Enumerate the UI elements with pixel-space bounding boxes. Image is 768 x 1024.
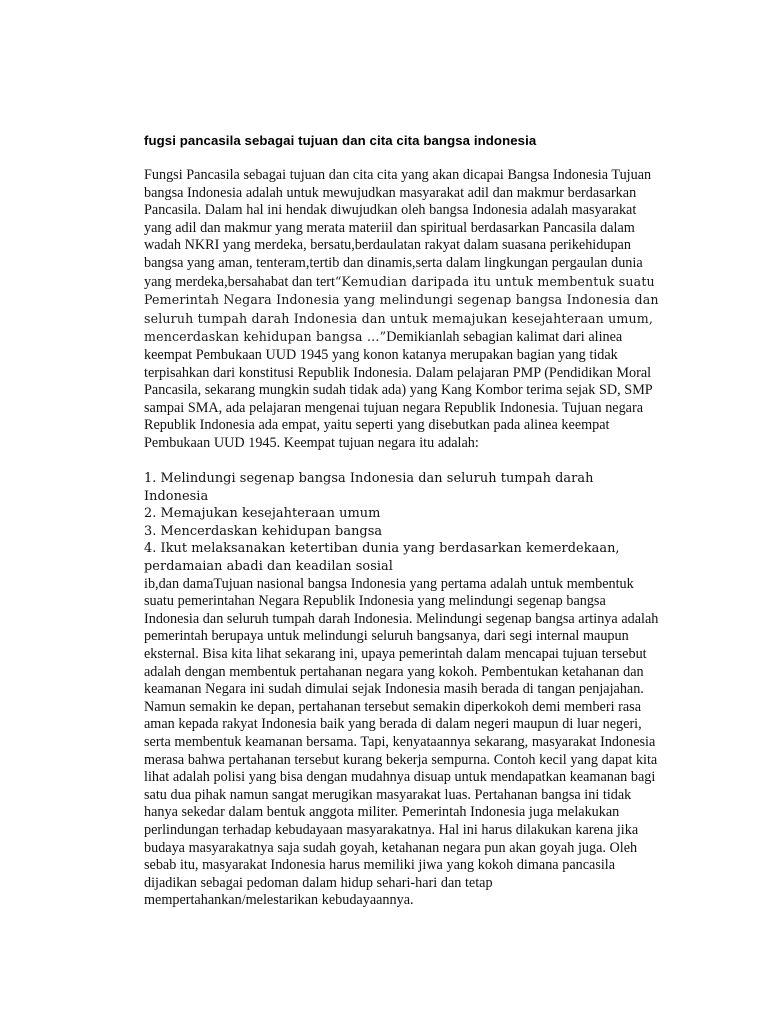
- list-item: perdamaian abadi dan keadilan sosial: [144, 559, 393, 575]
- paragraph-after-quote-text: Demikianlah sebagian kalimat dari alinea keempat Pembukaan UUD 1945 yang konon katanya merupakan bagian yang tidak terpisahkan dari konstitusi Republik Indonesia. Dalam pelajaran PMP (Pendidikan Moral Pancasila, sekarang mungkin sudah tidak ada) yang Kang Kombor terima sejak SD, SMP sampai SMA, ada pelajaran mengenai tujuan negara Republik Indonesia. Tujuan negara Republik Indonesia ada empat, yaitu seperti yang disebutkan pada alinea keempat Pembukaan UUD 1945. Keempat tujuan negara itu adalah:: [144, 329, 653, 451]
- paragraph-tujuan-nasional: ib,dan damaTujuan nasional bangsa Indonesia yang pertama adalah untuk membentuk suatu pemerintahan Negara Republik Indonesia yang melindungi segenap bangsa Indonesia dan seluruh tumpah darah Indonesia. Melindungi segenap bangsa artinya adalah pemerintah berupaya untuk melindungi seluruh bangsanya, dari segi internal maupun eksternal. Bisa kita lihat sekarang ini, upaya pemerintah dalam mencapai tujuan tersebut adalah dengan membentuk pertahanan negara yang kokoh. Pembentukan ketahanan dan keamanan Negara ini sudah dimulai sejak Indonesia masih berada di tangan penjajahan. Namun semakin ke depan, pertahanan tersebut semakin diperkokoh demi memberi rasa aman kepada rakyat Indonesia baik yang berada di dalam negeri maupun di luar negeri, serta membentuk keamanan bersama. Tapi, kenyataannya sekarang, masyarakat Indonesia merasa bahwa pertahanan tersebut kurang bekerja sempurna. Contoh kecil yang dapat kita lihat adalah polisi yang bisa dengan mudahnya disuap untuk mendapatkan keamanan bagi satu dua pihak namun sangat merugikan masyarakat luas. Pertahanan bangsa ini tidak hanya sekedar dalam bentuk anggota militer. Pemerintah Indonesia juga melakukan perlindungan terhadap kebudayaan masyarakatnya. Hal ini harus dilakukan karena jika budaya masyarakatnya saja sudah goyah, ketahanan negara pun akan goyah juga. Oleh sebab itu, masyarakat Indonesia harus memiliki jiwa yang kokoh dimana pancasila dijadikan sebagai pedoman dalam hidup sehari-hari dan tetap mempertahankan/melestarikan kebudayaannya.: [144, 575, 659, 909]
- tujuan-negara-list: [144, 470, 660, 576]
- document-body: [144, 132, 660, 910]
- list-item: 1. Melindungi segenap bangsa Indonesia dan seluruh tumpah darah Indonesia: [144, 471, 594, 504]
- uud-1945-quotation: “Kemudian daripada itu untuk membentuk suatu Pemerintah Negara Indonesia yang melindungi segenap bangsa Indonesia dan seluruh tumpah darah Indonesia dan untuk memajukan kesejahteraan umum, mencerdaskan kehidupan bangsa …”: [144, 273, 659, 345]
- paragraph-intro: [144, 167, 660, 453]
- list-top-spacer: [144, 453, 660, 471]
- list-item: 2. Memajukan kesejahteraan umum: [144, 506, 381, 522]
- paragraph-intro-text: Fungsi Pancasila sebagai tujuan dan cita cita yang akan dicapai Bangsa Indonesia Tujuan bangsa Indonesia adalah untuk mewujudkan masyarakat adil dan makmur berdasarkan Pancasila. Dalam hal ini hendak diwujudkan oleh bangsa Indonesia adalah masyarakat yang adil dan makmur yang merata materiil dan spiritual berdasarkan Pancasila dalam wadah NKRI yang merdeka, bersatu,berdaulatan rakyat dalam suasana perikehidupan bangsa yang aman, tenteram,tertib dan dinamis,serta dalam lingkungan pergaulan dunia yang merdeka,bersahabat dan tert: [144, 167, 652, 290]
- list-item: 3. Mencerdaskan kehidupan bangsa: [144, 523, 383, 539]
- page-title: fugsi pancasila sebagai tujuan dan cita cita bangsa indonesia: [144, 133, 537, 148]
- list-item: 4. Ikut melaksanakan ketertiban dunia yang berdasarkan kemerdekaan,: [144, 541, 620, 557]
